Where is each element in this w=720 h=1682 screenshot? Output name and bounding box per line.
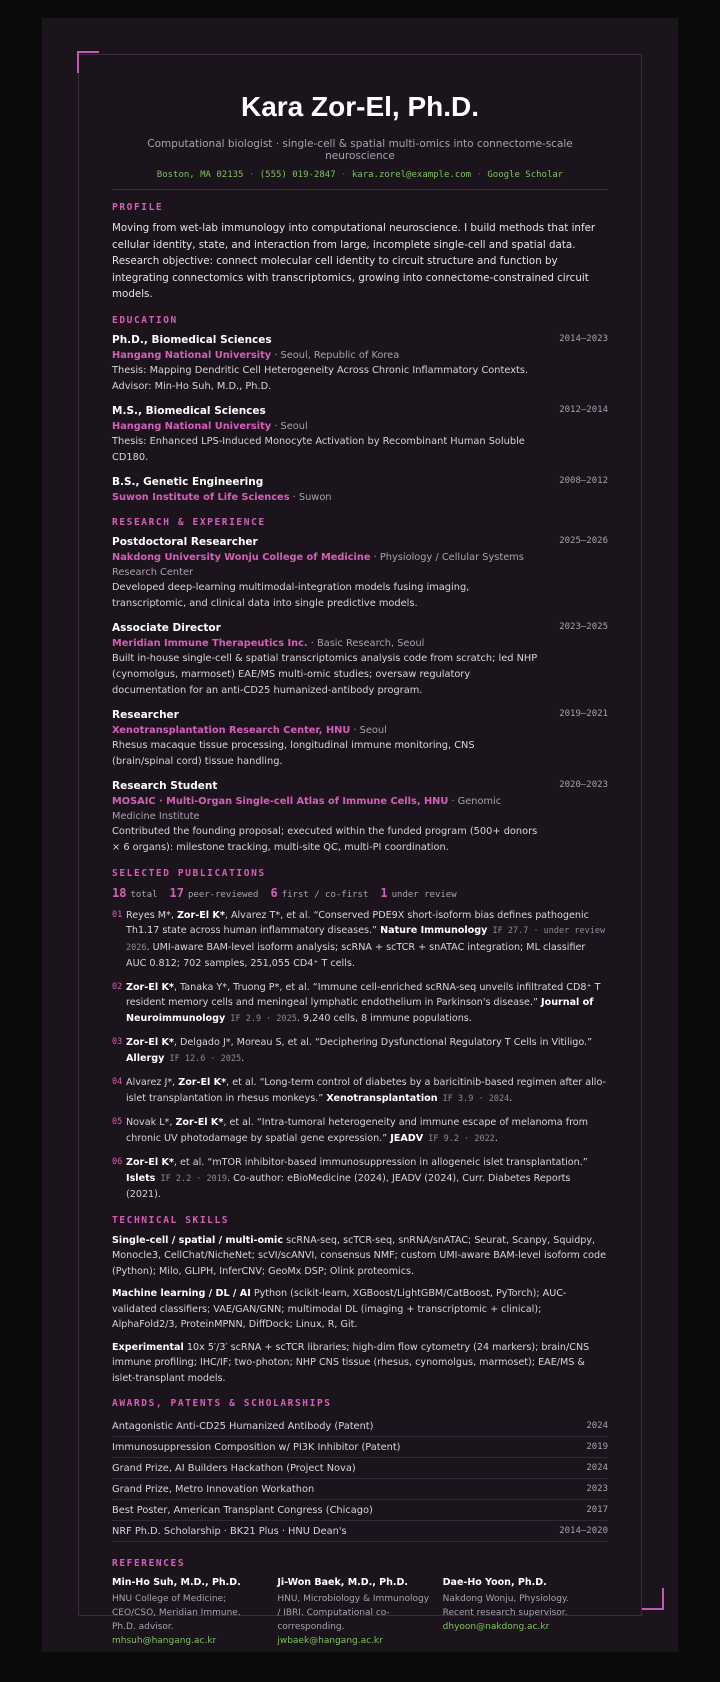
date-range: 2012–2014: [559, 404, 608, 415]
skill-category: Machine learning / DL / AI: [112, 1288, 251, 1299]
experience-entry: [112, 708, 608, 770]
organization-detail: · Basic Research, Seoul: [307, 637, 425, 649]
role-title: Research Student: [112, 779, 218, 792]
publication-number: 02: [112, 981, 123, 992]
reference-name: Min-Ho Suh, M.D., Ph.D.: [112, 1577, 241, 1588]
stat-number: 6: [270, 885, 278, 900]
publication-number: 01: [112, 909, 123, 920]
institution-line: [112, 419, 608, 434]
impact-factor: IF 3.9 · 2024: [437, 1093, 510, 1104]
reference-affiliation: HNU, Microbiology & Immunology / IBRI. Computational co-corresponding.: [277, 1594, 430, 1632]
author-self: Zor-El K*: [126, 981, 174, 993]
role-description: Rhesus macaque tissue processing, longitudinal immune monitoring, CNS (brain/spinal cord) tissue handling.: [112, 739, 475, 767]
thesis-text: Thesis: Enhanced LPS-Induced Monocyte Activation by Recombinant Human Soluble CD180.: [112, 435, 525, 463]
citation-title: , Delgado J*, Moreau S, et al. “Deciphering Dysfunctional Regulatory T Cells in Vitiligo.”: [173, 1037, 593, 1048]
institution-line: [112, 490, 608, 505]
role-title: Researcher: [112, 708, 179, 721]
skills-heading: TECHNICAL SKILLS: [112, 1214, 230, 1226]
award-label: Grand Prize, Metro Innovation Workathon: [112, 1484, 315, 1495]
institution-name: Hangang National University: [112, 349, 272, 361]
publication-citation: [126, 1075, 608, 1107]
publication-citation: [126, 980, 608, 1028]
reference-name: Ji-Won Baek, M.D., Ph.D.: [277, 1577, 409, 1588]
publications-heading: SELECTED PUBLICATIONS: [112, 867, 266, 879]
organization-name: Meridian Immune Therapeutics Inc.: [112, 637, 308, 649]
stat-item: [169, 885, 259, 900]
award-year: 2017: [586, 1505, 608, 1515]
skills-list: [112, 1233, 608, 1387]
author-self: Zor-El K*: [126, 1037, 174, 1048]
organization-detail: · Genomic Medicine Institute: [112, 795, 502, 822]
awards-list: [112, 1416, 608, 1542]
organization-detail: · Seoul: [350, 724, 387, 736]
organization-detail: · Physiology / Cellular Systems Research Center: [112, 551, 524, 578]
journal-name: JEADV: [390, 1132, 424, 1144]
publication-item: [112, 1155, 608, 1203]
authors-before: Reyes M*,: [126, 909, 177, 921]
thesis-text: Thesis: Mapping Dendritic Cell Heterogeneity Across Chronic Inflammatory Contexts. Advisor: Min-Ho Suh, M.D., Ph.D.: [112, 364, 529, 392]
email-link[interactable]: kara.zorel@example.com: [351, 170, 472, 180]
impact-factor: IF 9.2 · 2022: [423, 1133, 495, 1144]
award-label: Best Poster, American Transplant Congress (Chicago): [112, 1505, 373, 1516]
organization-line: [112, 794, 608, 824]
organization-line: [112, 636, 608, 651]
institution-location: · Seoul, Republic of Korea: [271, 349, 400, 361]
experience-list: [112, 535, 608, 856]
role-description: Built in-house single-cell & spatial transcriptomics analysis code from scratch; led NHP (cynomolgus, marmoset) EAE/MS multi-omic studies; oversaw regulatory documentation for an anti-CD25 humanized-antibody program.: [112, 652, 538, 696]
skill-category: Single-cell / spatial / multi-omic: [112, 1234, 284, 1246]
author-self: Zor-El K*: [178, 1077, 227, 1088]
institution-location: · Seoul: [271, 420, 308, 432]
publication-note: . Co-author: eBioMedicine (2024), JEADV (2024), Curr. Diabetes Reports (2021).: [126, 1172, 571, 1200]
organization-line: [112, 723, 608, 738]
author-self: Zor-El K*: [126, 1157, 174, 1168]
publication-stats: [112, 886, 608, 900]
stat-label: peer-reviewed: [188, 889, 259, 900]
publication-item: [112, 1115, 608, 1147]
date-range: 2014–2023: [559, 333, 608, 344]
award-year: 2014–2020: [559, 1526, 608, 1536]
award-row: [112, 1416, 608, 1437]
skill-group: [112, 1286, 608, 1333]
skill-group: [112, 1233, 608, 1280]
experience-heading: RESEARCH & EXPERIENCE: [112, 516, 266, 528]
education-list: [112, 333, 608, 505]
citation-title: , et al. “Intra-tumoral heterogeneity and immune escape of melanoma from chronic UV photodamage by spatial gene expression.”: [126, 1117, 589, 1144]
publication-number: 06: [112, 1157, 123, 1167]
date-range: 2023–2025: [559, 621, 608, 632]
date-range: 2020–2023: [559, 779, 608, 790]
author-self: Zor-El K*: [176, 909, 225, 921]
stat-number: 18: [112, 885, 127, 900]
degree-title: Ph.D., Biomedical Sciences: [112, 333, 272, 346]
header-divider: [112, 189, 608, 190]
authors-before: Alvarez J*,: [126, 1077, 179, 1088]
corner-bracket-bottom-right: [642, 1588, 664, 1610]
corner-bracket-top-left: [77, 51, 99, 73]
award-year: 2024: [586, 1463, 608, 1473]
award-label: Antagonistic Anti-CD25 Humanized Antibody (Patent): [112, 1421, 374, 1432]
award-row: [112, 1437, 608, 1458]
publication-note: . UMI-aware BAM-level isoform analysis; scRNA + scTCR + snATAC integration; ML classifier AUC 0.812; 702 samples, 251,055 CD4⁺ T cells.: [126, 941, 586, 969]
stat-label: first / co-first: [281, 889, 369, 900]
authors-before: Novak L*,: [126, 1117, 176, 1128]
education-entry: [112, 333, 608, 395]
contact-line: Boston, MA 02135 · (555) 019-2847 · kara.zorel@example.com · Google Scholar: [156, 170, 564, 180]
impact-factor: IF 2.9 · 2025: [225, 1013, 297, 1024]
resume-page: [42, 18, 678, 1652]
stat-number: 17: [169, 885, 184, 900]
stat-item: [380, 885, 457, 900]
reference-affiliation: Nakdong Wonju, Physiology. Recent research supervisor.: [442, 1594, 569, 1618]
publication-note: .: [241, 1052, 245, 1064]
institution-name: Suwon Institute of Life Sciences: [112, 491, 290, 503]
institution-line: [112, 348, 608, 363]
stat-item: [270, 885, 369, 900]
reference-name: Dae-Ho Yoon, Ph.D.: [442, 1577, 547, 1588]
skill-group: [112, 1340, 608, 1387]
award-label: Grand Prize, AI Builders Hackathon (Project Nova): [112, 1463, 356, 1474]
stat-label: total: [130, 889, 158, 900]
impact-factor: IF 2.2 · 2019: [155, 1173, 228, 1184]
award-row: [112, 1521, 608, 1542]
award-year: 2023: [586, 1484, 608, 1494]
publication-number: 05: [112, 1117, 123, 1127]
reference-card: [112, 1576, 277, 1648]
citation-title: , et al. “mTOR inhibitor-based immunosuppression in allogeneic islet transplantation.”: [173, 1157, 588, 1168]
references-list: [112, 1576, 608, 1648]
degree-title: B.S., Genetic Engineering: [112, 475, 264, 488]
award-year: 2024: [586, 1421, 608, 1431]
references-heading: REFERENCES: [112, 1558, 186, 1569]
reference-email[interactable]: dhyoon@nakdong.ac.kr: [442, 1622, 550, 1632]
publication-citation: [126, 1155, 608, 1203]
publication-item: [112, 1075, 608, 1107]
publication-citation: [126, 908, 608, 972]
impact-factor: IF 27.7 · under review 2026: [126, 926, 606, 953]
publication-item: [112, 1035, 608, 1067]
organization-name: Xenotransplantation Research Center, HNU: [112, 724, 351, 736]
date-range: 2019–2021: [559, 708, 608, 719]
publication-note: . 9,240 cells, 8 immune populations.: [296, 1012, 472, 1024]
education-entry: [112, 475, 608, 505]
headline: Computational biologist · single-cell & spatial multi-omics into connectome-scale neuroscience: [147, 138, 573, 162]
organization-line: [112, 550, 608, 580]
publication-note: .: [494, 1132, 498, 1144]
reference-card: [277, 1576, 442, 1648]
journal-name: Allergy: [126, 1052, 165, 1064]
publication-item: [112, 980, 608, 1028]
stat-number: 1: [380, 885, 388, 900]
profile-heading: PROFILE: [112, 202, 164, 213]
journal-name: Xenotransplantation: [326, 1092, 438, 1104]
award-row: [112, 1500, 608, 1521]
reference-email[interactable]: mhsuh@hangang.ac.kr: [112, 1636, 217, 1646]
institution-location: · Suwon: [289, 491, 332, 503]
experience-entry: [112, 621, 608, 699]
skill-list: 10x 5′/3′ scRNA + scTCR libraries; high-dim flow cytometry (24 markers); brain/CNS immune profiling; IHC/IF; two-photon; NHP CNS tissue (rhesus, cynomolgus, marmoset); EAE/MS & islet-transplant models.: [112, 1341, 590, 1384]
experience-entry: [112, 535, 608, 612]
education-heading: EDUCATION: [112, 314, 178, 326]
profile-text: Moving from wet-lab immunology into computational neuroscience. I build methods that infer cellular identity, state, and interaction from large, incomplete single-cell and spatial data. Research objective: connect molecular cell identity to circuit structure and function by integrating connectomics with transcriptomics, growing into connectome-constrained circuit models.: [112, 222, 596, 300]
publication-list: [112, 908, 608, 1203]
experience-entry: [112, 779, 608, 856]
phone-link[interactable]: (555) 019-2847: [259, 170, 336, 180]
impact-factor: IF 12.6 · 2025: [164, 1053, 242, 1064]
scholar-link[interactable]: Google Scholar: [487, 170, 564, 180]
role-description: Contributed the founding proposal; executed within the funded program (500+ donors × 6 organs): milestone tracking, multi-site QC, multi-PI coordination.: [112, 825, 538, 853]
degree-title: M.S., Biomedical Sciences: [112, 404, 266, 417]
publication-number: 04: [112, 1077, 123, 1087]
skill-list: Python (scikit-learn, XGBoost/LightGBM/CatBoost, PyTorch); AUC-validated classifiers; VAE/GAN/GNN; multimodal DL (imaging + transcriptomic + clinical); AlphaFold2/3, ProteinMPNN, DiffDock; Linux, R, Git.: [112, 1288, 567, 1330]
skill-list: scRNA-seq, scTCR-seq, snRNA/snATAC; Seurat, Scanpy, Squidpy, Monocle3, CellChat/NicheNet; scVI/scANVI, consensus NMF; custom UMI-aware BAM-level isoform code (Python); Milo, GLIPH, InferCNV; GeoMx DSP; Olink proteomics.: [112, 1234, 607, 1277]
publication-note: .: [509, 1092, 513, 1104]
journal-name: Nature Immunology: [380, 925, 488, 936]
reference-affiliation: HNU College of Medicine; CEO/CSO, Meridian Immune. Ph.D. advisor.: [112, 1594, 241, 1632]
organization-name: Nakdong University Wonju College of Medicine: [112, 551, 371, 563]
reference-card: [443, 1576, 608, 1648]
author-self: Zor-El K*: [175, 1117, 224, 1128]
role-title: Postdoctoral Researcher: [112, 535, 258, 548]
candidate-name: Kara Zor-El, Ph.D.: [240, 91, 480, 122]
award-label: NRF Ph.D. Scholarship · BK21 Plus · HNU Dean's: [112, 1526, 347, 1537]
award-year: 2019: [586, 1442, 608, 1452]
date-range: 2025–2026: [559, 535, 608, 546]
organization-name: MOSAIC · Multi-Organ Single-cell Atlas of Immune Cells, HNU: [112, 795, 449, 807]
journal-name: Islets: [126, 1172, 156, 1184]
date-range: 2008–2012: [559, 475, 608, 486]
stat-item: [112, 885, 158, 900]
citation-title: , Tanaka Y*, Truong P*, et al. “Immune cell-enriched scRNA-seq unveils infiltrated CD8⁺ T resident memory cells and meningeal lymphatic endothelium in Parkinson's disease.”: [126, 981, 601, 1008]
role-description: Developed deep-learning multimodal-integration models fusing imaging, transcriptomic, and clinical data into single predictive models.: [112, 581, 470, 609]
publication-number: 03: [112, 1037, 123, 1047]
award-label: Immunosuppression Composition w/ PI3K Inhibitor (Patent): [112, 1442, 401, 1453]
awards-heading: AWARDS, PATENTS & SCHOLARSHIPS: [112, 1398, 332, 1409]
publication-item: [112, 908, 608, 972]
publication-citation: [126, 1115, 608, 1147]
resume-content: [112, 88, 608, 1648]
award-row: [112, 1458, 608, 1479]
citation-title: , Alvarez T*, et al. “Conserved PDE9X short-isoform bias defines pathogenic Th1.17 state across human inflammatory diseases.”: [126, 909, 589, 936]
education-entry: [112, 404, 608, 466]
reference-email[interactable]: jwbaek@hangang.ac.kr: [277, 1636, 383, 1646]
publication-citation: [126, 1035, 608, 1067]
role-title: Associate Director: [112, 621, 221, 634]
journal-name: Journal of Neuroimmunology: [126, 997, 594, 1024]
institution-name: Hangang National University: [112, 420, 272, 432]
stat-label: under review: [391, 889, 457, 900]
skill-category: Experimental: [112, 1341, 184, 1353]
location-text: Boston, MA 02135: [156, 170, 244, 180]
award-row: [112, 1479, 608, 1500]
citation-title: , et al. “Long-term control of diabetes by a baricitinib-based regimen after allo-islet transplantation in rhesus monkeys.”: [126, 1077, 606, 1104]
